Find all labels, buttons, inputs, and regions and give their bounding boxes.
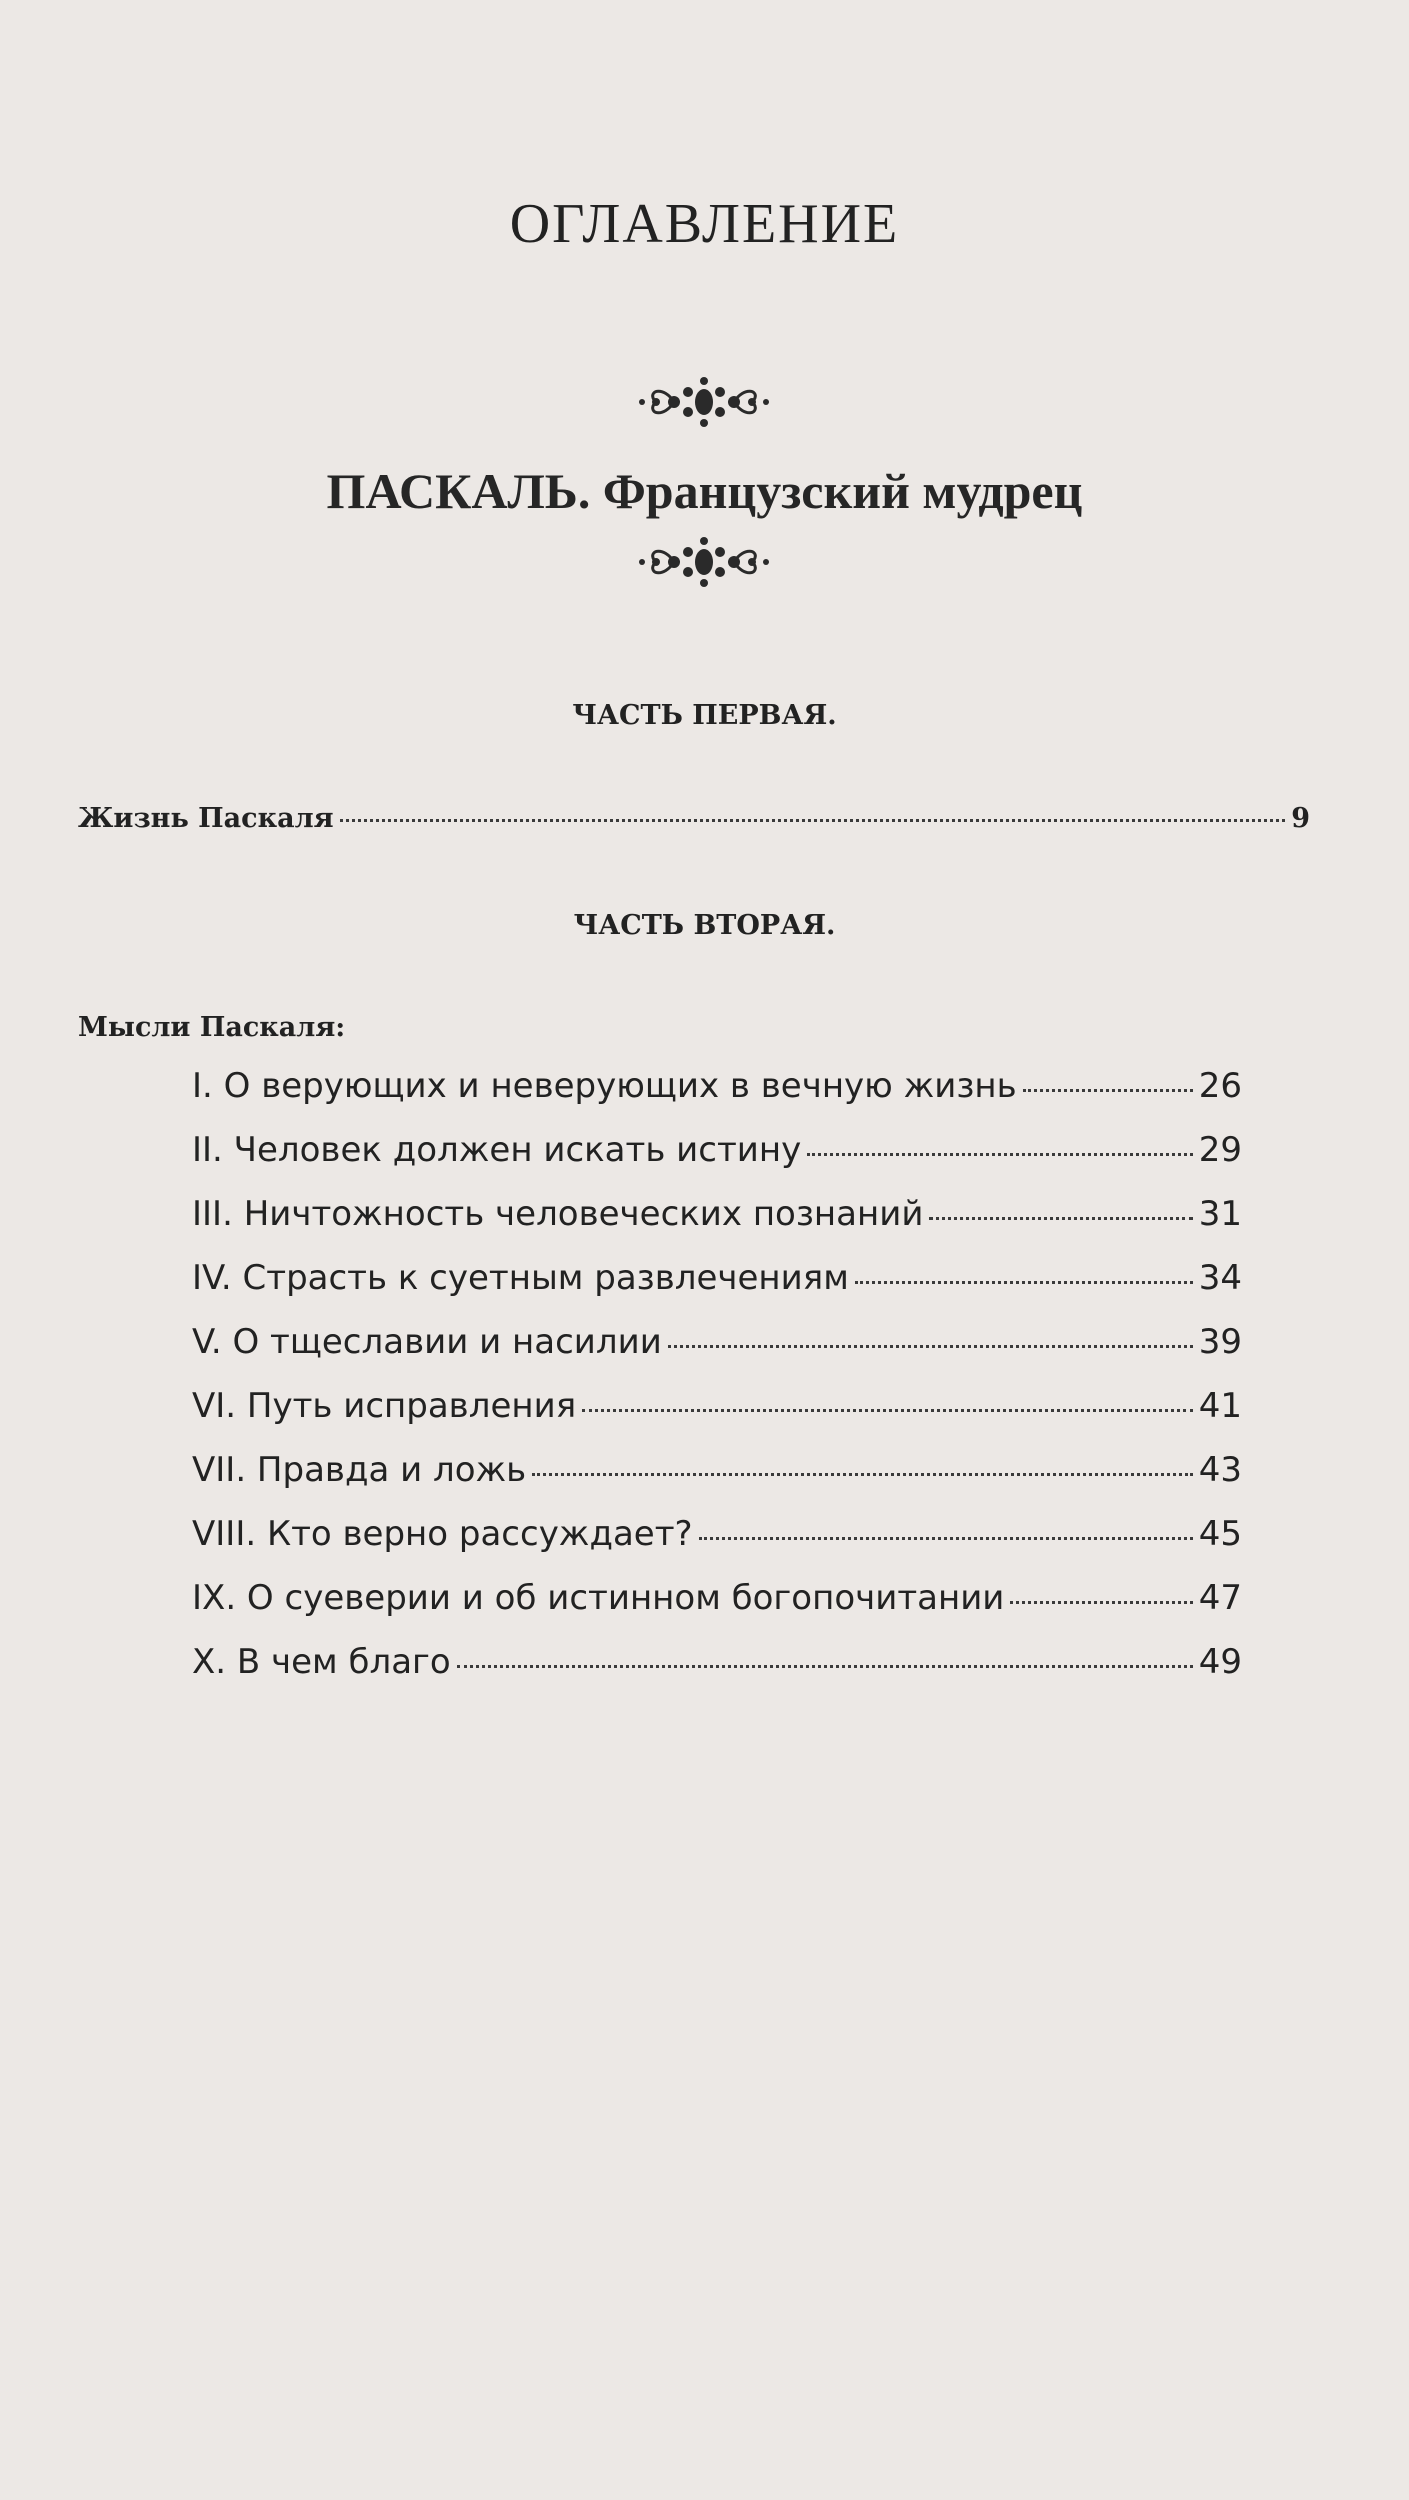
toc-page-number: 39 — [1198, 1322, 1242, 1362]
toc-entry-label: VII. Правда и ложь — [192, 1450, 527, 1490]
toc-entry-label: V. О тщеславии и насилии — [192, 1322, 662, 1362]
toc-page-number: 43 — [1198, 1450, 1242, 1490]
toc-entry[interactable] — [192, 1322, 1242, 1362]
toc-leader-dots — [668, 1345, 1193, 1348]
toc-entry[interactable] — [192, 1514, 1242, 1554]
floral-ornament-icon — [634, 372, 774, 432]
toc-entry[interactable] — [192, 1258, 1242, 1298]
toc-leader-dots — [855, 1281, 1193, 1284]
toc-page-number: 26 — [1198, 1066, 1242, 1106]
floral-ornament-icon — [634, 532, 774, 592]
page-heading: ОГЛАВЛЕНИЕ — [509, 193, 900, 255]
toc-page-number: 47 — [1198, 1578, 1242, 1618]
toc-entry-label: III. Ничтожность человеческих познаний — [192, 1194, 924, 1234]
toc-leader-dots — [929, 1217, 1192, 1220]
toc-leader-dots — [807, 1153, 1193, 1156]
toc-page-number: 49 — [1198, 1642, 1242, 1682]
toc-leader-dots — [532, 1473, 1193, 1476]
toc-leader-dots — [340, 819, 1286, 822]
toc-entry[interactable] — [192, 1450, 1242, 1490]
part-two-title: ЧАСТЬ ВТОРАЯ. — [573, 910, 836, 941]
toc-entry-label: IX. О суеверии и об истинном богопочитании — [192, 1578, 1005, 1618]
toc-entry[interactable] — [192, 1386, 1242, 1426]
toc-page-number: 34 — [1198, 1258, 1242, 1298]
toc-leader-dots — [1023, 1089, 1193, 1092]
toc-entry[interactable] — [192, 1066, 1242, 1106]
toc-entry[interactable] — [192, 1130, 1242, 1170]
toc-page-number: 31 — [1198, 1194, 1242, 1234]
toc-entry[interactable] — [192, 1194, 1242, 1234]
toc-entry-label: IV. Страсть к суетным развлечениям — [192, 1258, 849, 1298]
toc-entry[interactable] — [192, 1642, 1242, 1682]
toc-entry[interactable] — [192, 1578, 1242, 1618]
toc-page-number: 45 — [1198, 1514, 1242, 1554]
toc-entry-label: II. Человек должен искать истину — [192, 1130, 802, 1170]
book-title: ПАСКАЛЬ. Французский мудрец — [326, 463, 1083, 519]
toc-page-number: 9 — [1291, 803, 1310, 834]
toc-entry-label: VIII. Кто верно рассуждает? — [192, 1514, 693, 1554]
toc-leader-dots — [457, 1665, 1193, 1668]
toc-leader-dots — [1010, 1601, 1192, 1604]
toc-entry-label: VI. Путь исправления — [192, 1386, 577, 1426]
toc-page-number: 41 — [1198, 1386, 1242, 1426]
section-label: Мысли Паскаля: — [78, 1012, 346, 1043]
toc-entry-life[interactable] — [78, 803, 1310, 834]
part-one-title: ЧАСТЬ ПЕРВАЯ. — [572, 700, 837, 731]
toc-leader-dots — [699, 1537, 1193, 1540]
toc-entry-label: I. О верующих и неверующих в вечную жизнь — [192, 1066, 1017, 1106]
toc-leader-dots — [582, 1409, 1193, 1412]
toc-page-number: 29 — [1198, 1130, 1242, 1170]
toc-entry-label: X. В чем благо — [192, 1642, 451, 1682]
toc-entry-label: Жизнь Паскаля — [78, 803, 334, 834]
